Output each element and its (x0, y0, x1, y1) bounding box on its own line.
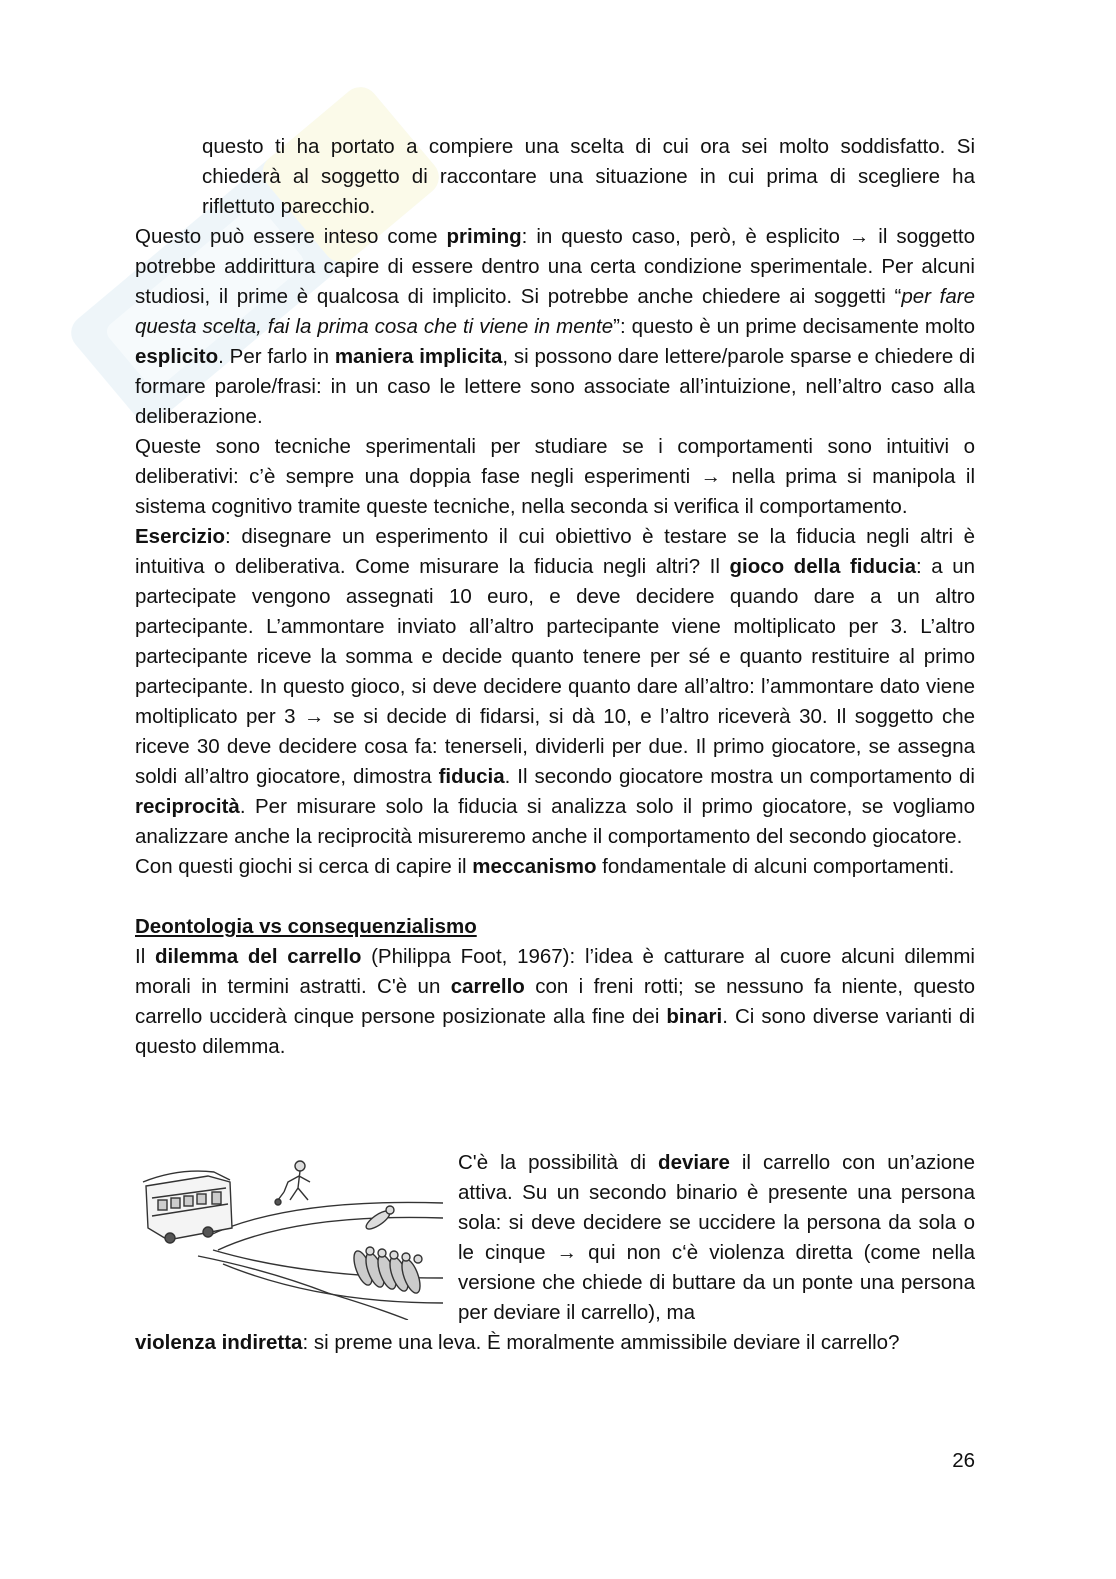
bold-term-esercizio: Esercizio (135, 525, 226, 548)
text-run: fondamentale di alcuni comportamenti. (596, 855, 955, 878)
text-run: C'è la possibilità di (458, 1151, 659, 1174)
paragraph-violenza (135, 1328, 975, 1358)
text-run: Con questi giochi si cerca di capire il (135, 855, 473, 878)
bold-term-binari: binari (666, 1005, 723, 1028)
bold-term-meccanismo: meccanismo (472, 855, 597, 878)
bold-term-deviare: deviare (658, 1151, 730, 1174)
text-run: , si possono dare lettere/parole sparse e chiedere di formare parole/frasi: in un caso le lettere sono associate all’intuizione, nell’altro caso alla deliberazione. (135, 345, 976, 428)
spacer (135, 882, 975, 912)
after-image-text (135, 1328, 975, 1358)
bold-term-dilemma-carrello: dilemma del carrello (155, 945, 362, 968)
text-run: . Ci sono diverse varianti di questo dilemma. (135, 1005, 975, 1058)
paragraph-dilemma (135, 942, 975, 1062)
bold-term-priming: priming (446, 225, 522, 248)
page-number: 26 (952, 1449, 975, 1472)
text-run: : si preme una leva. È moralmente ammissibile deviare il carrello? (302, 1331, 900, 1354)
text-run: il carrello con un’azione attiva. Su un secondo binario è presente una persona sola: si deve decidere se uccidere la persona da sola o le cinque → qui non c‘è violenza diretta (come nella versione che chiede di buttare da un ponte una persona per deviare il carrello), ma (458, 1151, 975, 1324)
text-run: (Philippa Foot, 1967): l’idea è catturare al cuore alcuni dilemmi morali in termini astratti. C'è un (135, 945, 975, 998)
bold-term-esplicito: esplicito (135, 345, 219, 368)
bold-term-fiducia: fiducia (438, 765, 505, 788)
text-run: : a un partecipate vengono assegnati 10 euro, e deve decidere quando dare a un altro partecipante. L’ammontare inviato all’altro partecipante viene moltiplicato per 3. L’altro partecipante riceve la somma e decide quanto tenere per sé e quanto restituire al primo partecipante. In questo gioco, si deve decidere quanto dare all’altro: l’ammontare dato viene moltiplicato per 3 → se si decide di fidarsi, si dà 10, e l’altro riceverà 30. Il soggetto che riceve 30 deve decidere cosa fa: tenerseli, dividerli per due. Il primo giocatore, se assegna soldi all’altro giocatore, dimostra (135, 555, 975, 788)
text-run: Questo può essere inteso come (135, 225, 447, 248)
bold-term-carrello: carrello (450, 975, 525, 998)
intro-continuation (202, 132, 975, 222)
intro-continuation-text: questo ti ha portato a compiere una scelta di cui ora sei molto soddisfatto. Si chiederà al soggetto di raccontare una situazione in cui prima di scegliere ha riflettuto parecchio. (202, 135, 975, 218)
bold-term-gioco-fiducia: gioco della fiducia (729, 555, 917, 578)
main-text-flow (135, 222, 975, 1062)
bold-term-violenza-indiretta: violenza indiretta (135, 1331, 303, 1354)
paragraph-deviare (458, 1148, 975, 1328)
text-run: con i freni rotti; se nessuno fa niente, questo carrello ucciderà cinque persone posizionate alla fine dei (135, 975, 975, 1028)
text-run: . Per misurare solo la fiducia si analizza solo il primo giocatore, se vogliamo analizzare anche la reciprocità misureremo anche il comportamento del secondo giocatore. (135, 795, 975, 848)
side-text (458, 1148, 975, 1328)
text-run: . Per farlo in (218, 345, 335, 368)
text-run: . Il secondo giocatore mostra un comportamento di (504, 765, 975, 788)
text-run: Il (135, 945, 155, 968)
bold-term-reciprocita: reciprocità (135, 795, 240, 818)
text-run: : in questo caso, però, è esplicito → il soggetto potrebbe addirittura capire di essere dentro una certa condizione sperimentale. Per alcuni studiosi, il prime è qualcosa di implicito. Si potrebbe anche chiedere ai soggetti “ (135, 225, 976, 308)
paragraph-esercizio (135, 522, 975, 852)
paragraph-tecniche: Queste sono tecniche sperimentali per studiare se i comportamenti sono intuitivi o deliberativi: c’è sempre una doppia fase negli esperimenti → nella prima si manipola il sistema cognitivo tramite queste tecniche, nella seconda si verifica il comportamento. (135, 435, 975, 518)
section-heading: Deontologia vs consequenzialismo (135, 915, 477, 938)
text-run: : disegnare un esperimento il cui obiettivo è testare se la fiducia negli altri è intuitiva o deliberativa. Come misurare la fiducia negli altri? Il (135, 525, 975, 578)
bold-term-maniera-implicita: maniera implicita (334, 345, 503, 368)
italic-quote: per fare questa scelta, fai la prima cosa che ti viene in mente (135, 285, 976, 338)
paragraph-meccanismo (135, 852, 975, 882)
trolley-problem-illustration (138, 1158, 443, 1320)
text-run: ”: questo è un prime decisamente molto (613, 315, 975, 338)
paragraph-priming (135, 222, 975, 432)
